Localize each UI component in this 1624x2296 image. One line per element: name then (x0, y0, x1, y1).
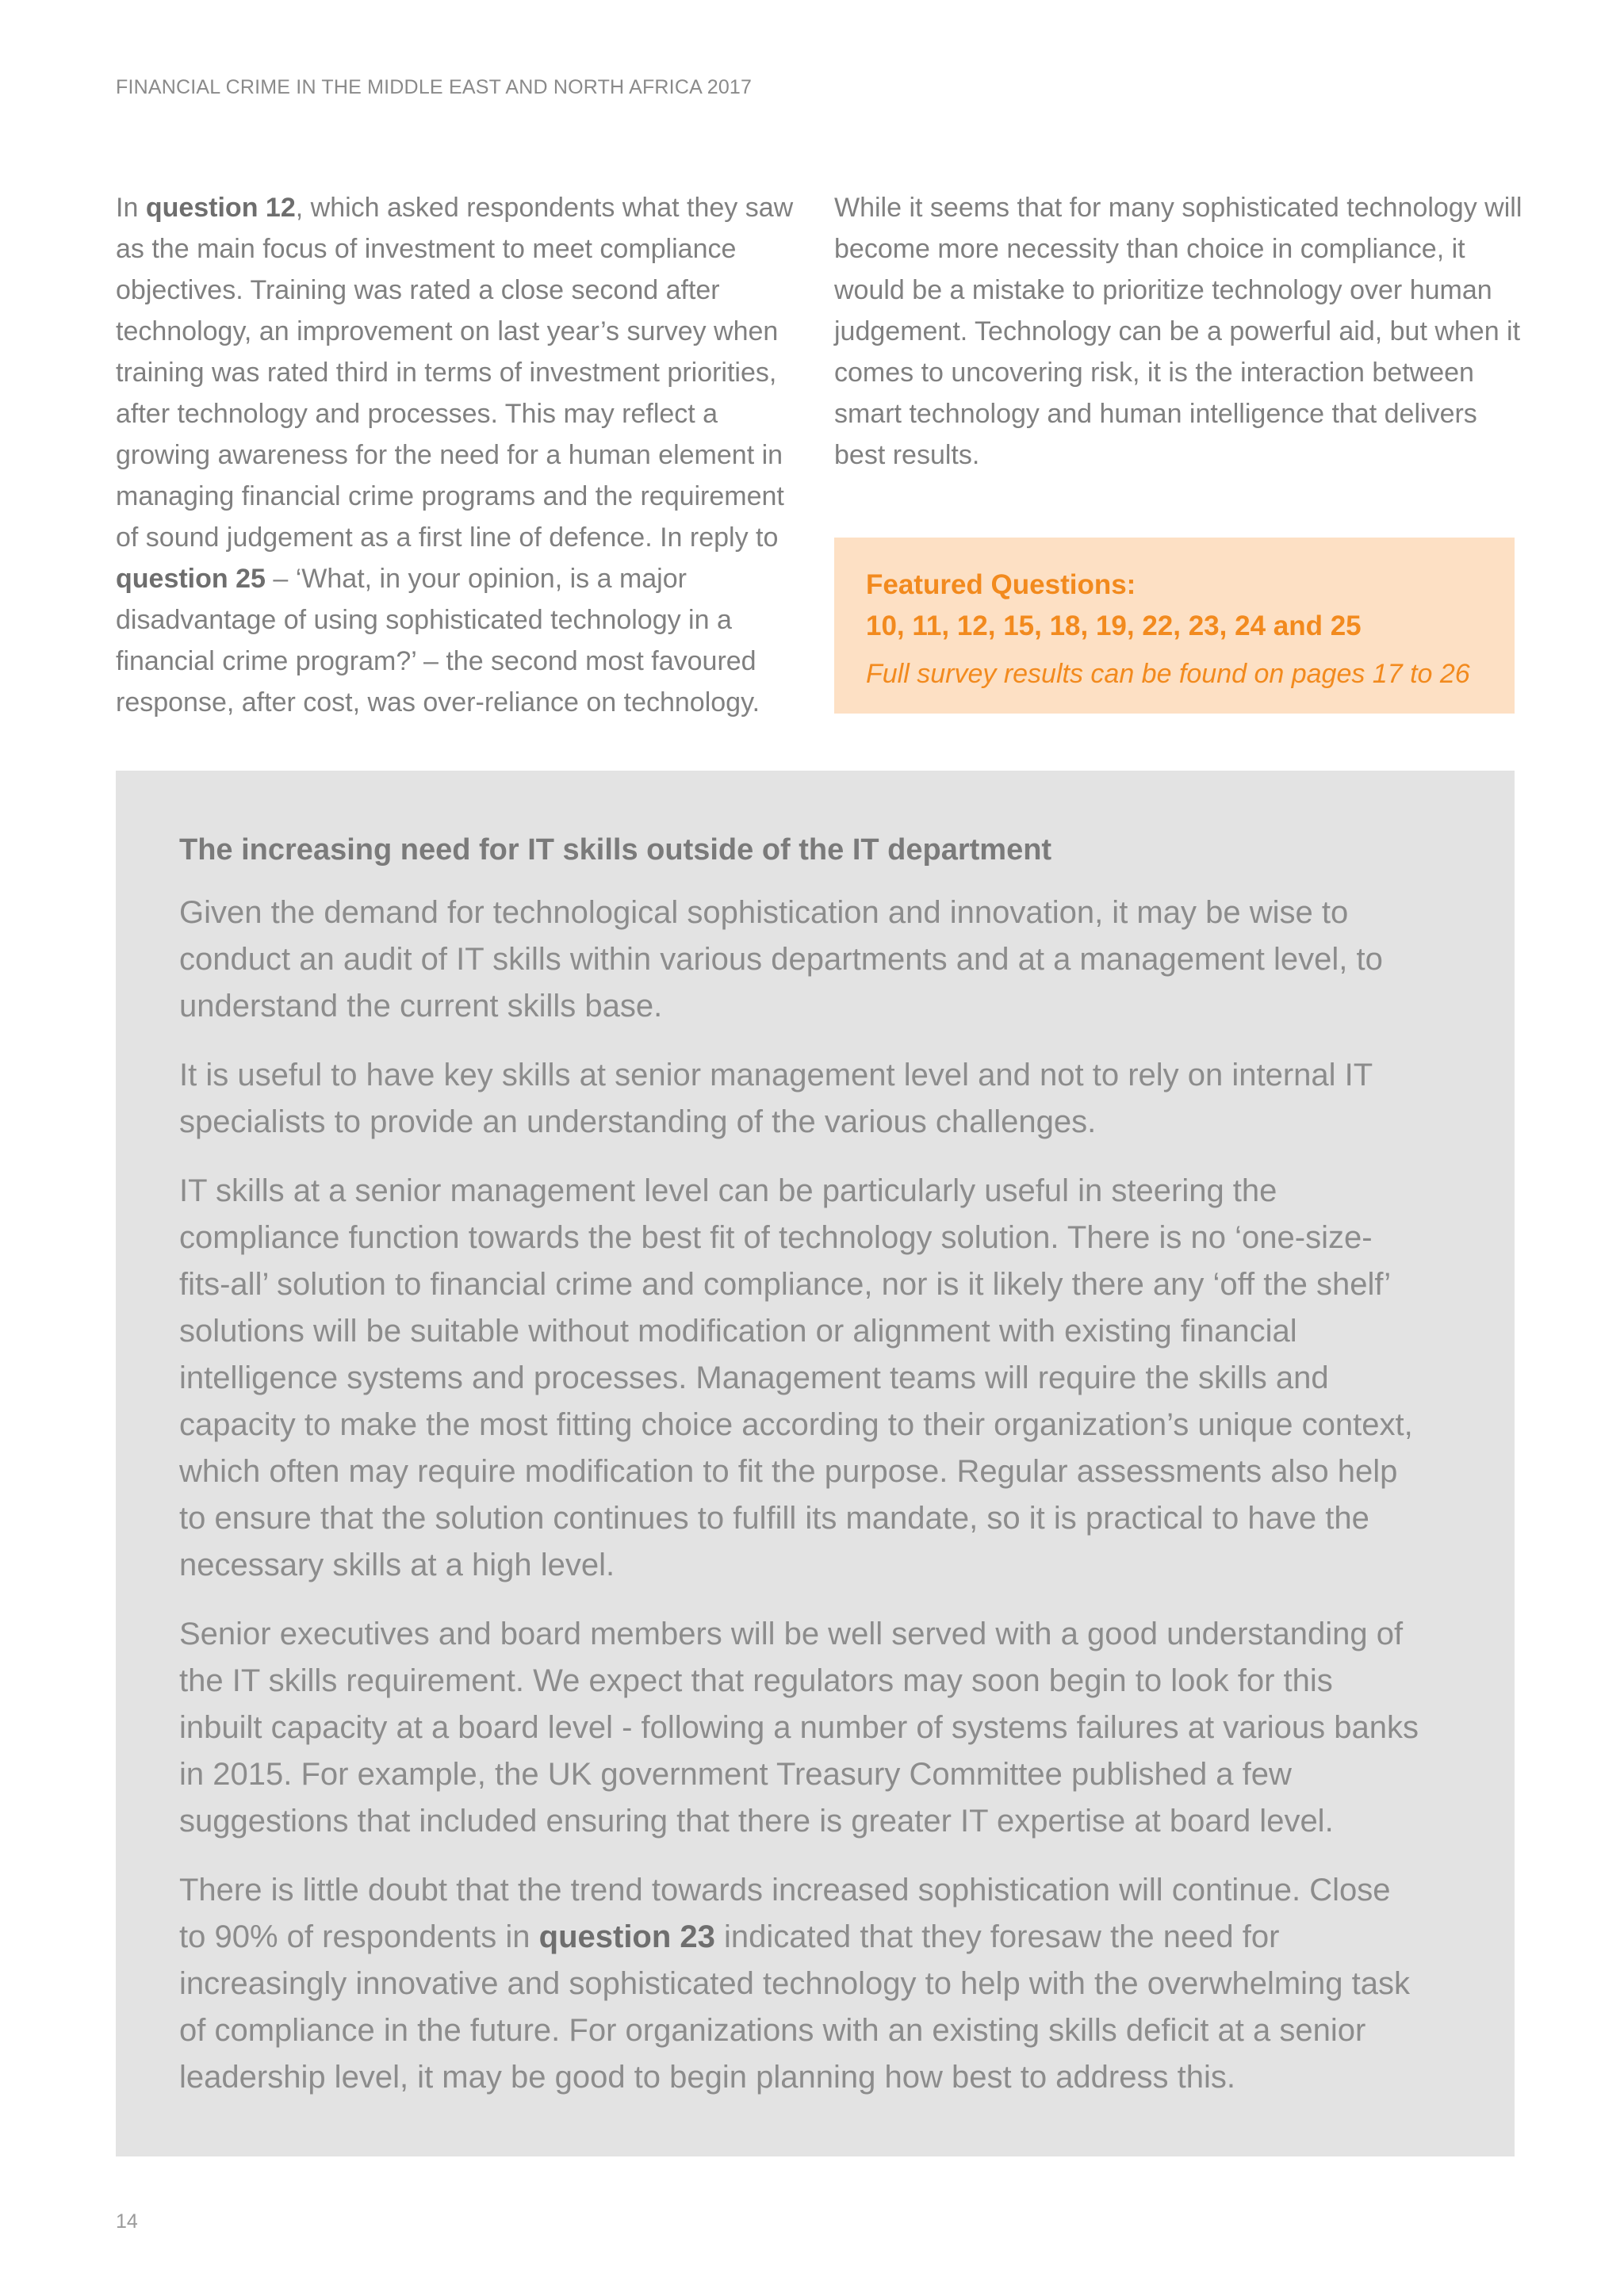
box-title: The increasing need for IT skills outside of the IT department (179, 833, 1052, 867)
box-paragraph-5 (179, 1867, 1419, 2101)
text-run: There is little doubt that the trend towards increased sophistication will continue. Close to 90% of respondents in (179, 1873, 1391, 1954)
box-paragraph-1: Given the demand for technological sophistication and innovation, it may be wise to conduct an audit of IT skills within various departments and at a management level, to understand the current skills base. (179, 895, 1383, 1024)
box-paragraph-3: IT skills at a senior management level can be particularly useful in steering the compliance function towards the best fit of technology solution. There is no ‘one-size-fits-all’ solution to financial crime and compliance, nor is it likely there any ‘off the shelf’ solutions will be suitable without modification or alignment with existing financial intelligence systems and processes. Management teams will require the skills and capacity to make the most fitting choice according to their organization’s unique context, which often may require modification to fit the purpose. Regular assessments also help to ensure that the solution continues to fulfill its mandate, so it is practical to have the necessary skills at a high level. (179, 1173, 1413, 1582)
right-column-paragraph: While it seems that for many sophisticated technology will become more necessity than choice in compliance, it would be a mistake to prioritize technology over human judgement. Technology can be a powerful aid, but when it comes to uncovering risk, it is the interaction between smart technology and human intelligence that delivers best results. (834, 193, 1522, 470)
running-header: FINANCIAL CRIME IN THE MIDDLE EAST AND NORTH AFRICA 2017 (116, 76, 753, 98)
right-column (834, 187, 1524, 476)
left-column (116, 187, 806, 723)
text-run: – ‘What, in your opinion, is a major disadvantage of using sophisticated technology in a financial crime program?’ – the second most favoured response, after cost, was over-reliance on technology. (116, 564, 760, 718)
question-23-reference: question 23 (538, 1919, 715, 1954)
text-run: indicated that they foresaw the need for increasingly innovative and sophisticated technology to help with the overwhelming task of compliance in the future. For organizations with an existing skills deficit at a senior leadership level, it may be good to begin planning how best to address this. (179, 1919, 1411, 2095)
left-column-paragraph (116, 187, 806, 723)
featured-questions-title: Featured Questions: (866, 569, 1136, 600)
page-number: 14 (116, 2210, 138, 2233)
featured-questions-callout (834, 538, 1515, 714)
box-paragraph-4: Senior executives and board members will be well served with a good understanding of the IT skills requirement. We expect that regulators may soon begin to look for this inbuilt capacity at a board level - following a number of systems failures at various banks in 2015. For example, the UK government Treasury Committee published a few suggestions that included ensuring that there is greater IT expertise at board level. (179, 1617, 1419, 1839)
question-12-reference: question 12 (145, 193, 296, 223)
featured-questions-note: Full survey results can be found on pages 17 to 26 (866, 659, 1470, 689)
question-25-reference: question 25 (116, 564, 266, 594)
text-run: , which asked respondents what they saw as the main focus of investment to meet compliance objectives. Training was rated a close second after technology, an improvement on last year’s survey when training was rated third in terms of investment priorities, after technology and processes. This may reflect a growing awareness for the need for a human element in managing financial crime programs and the requirement of sound judgement as a first line of defence. In reply to (116, 193, 794, 553)
text-run: In (116, 193, 146, 223)
featured-questions-list: 10, 11, 12, 15, 18, 19, 22, 23, 24 and 25 (866, 610, 1362, 641)
box-paragraph-2: It is useful to have key skills at senior management level and not to rely on internal IT specialists to provide an understanding of the various challenges. (179, 1058, 1373, 1139)
it-skills-sidebar-box (116, 771, 1515, 2156)
